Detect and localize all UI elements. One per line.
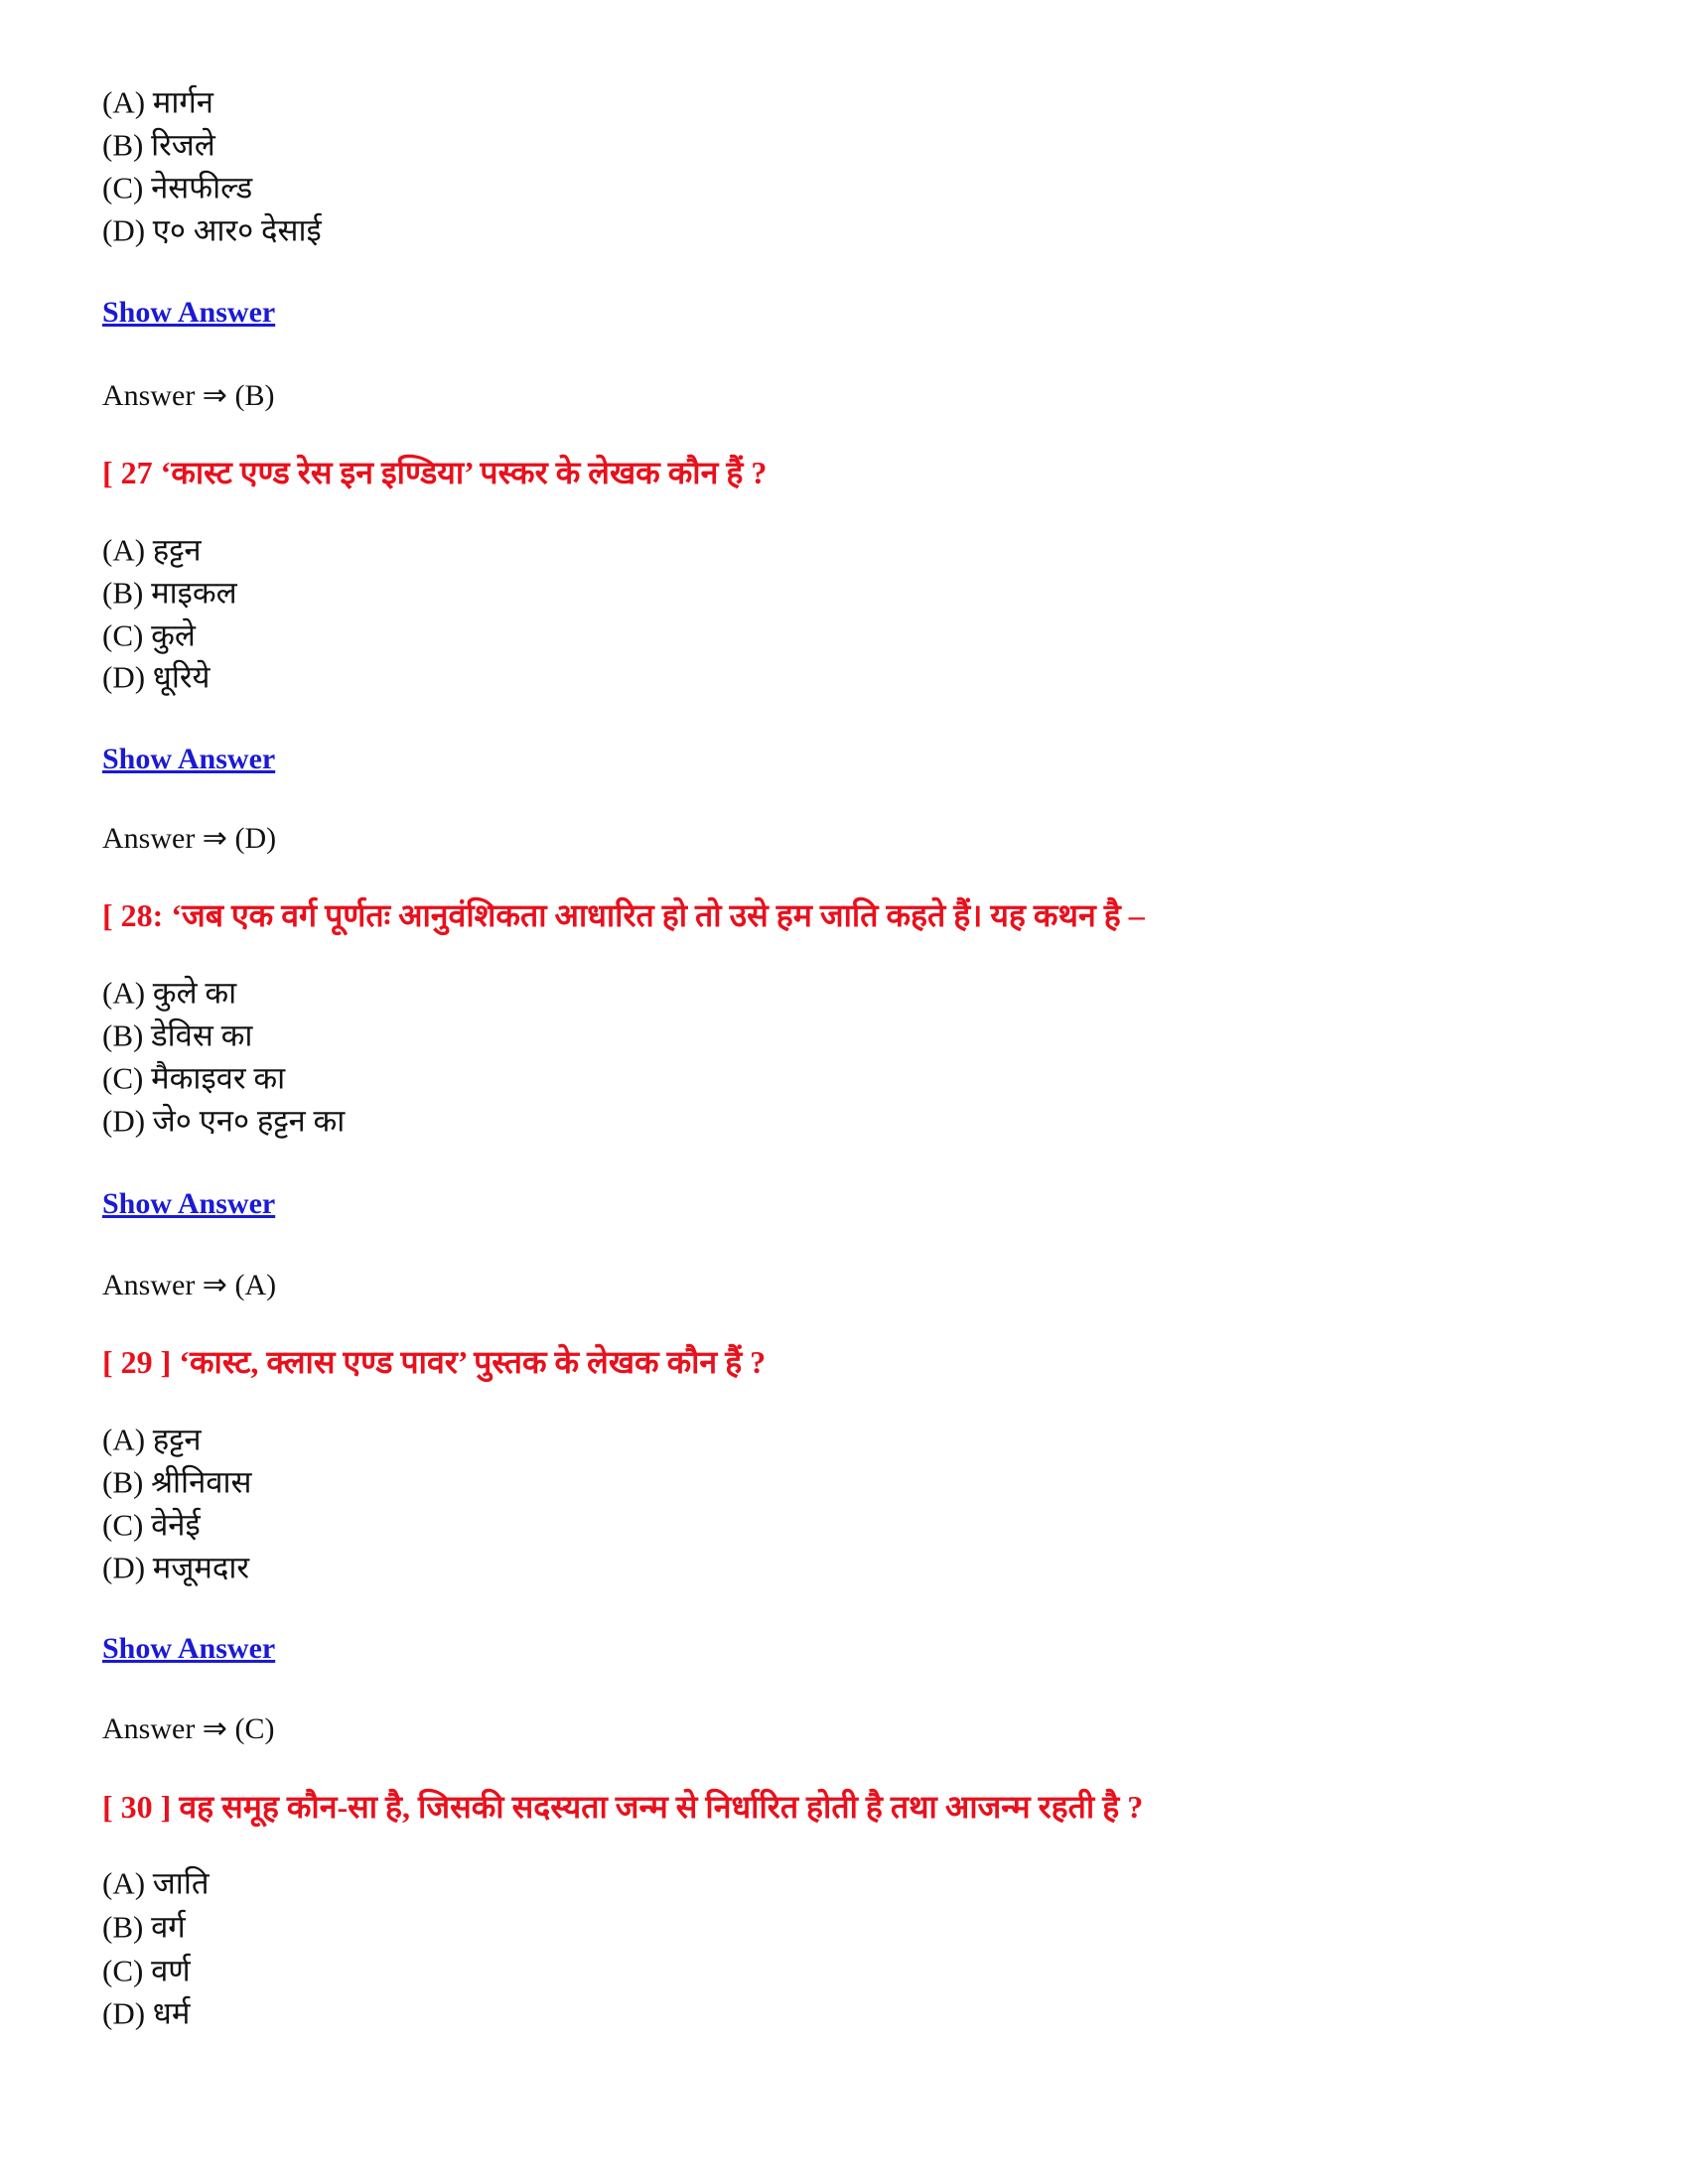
option-c: (C) वेनेई xyxy=(102,1507,201,1543)
option-d: (D) ए० आर० देसाई xyxy=(102,212,322,248)
option-b: (B) रिजले xyxy=(102,127,215,163)
question-text: [ 28: ‘जब एक वर्ग पूर्णतः आनुवंशिकता आधारित हो तो उसे हम जाति कहते हैं। यह कथन है – xyxy=(102,897,1145,933)
option-d: (D) मजूमदार xyxy=(102,1550,250,1585)
option-b: (B) वर्ग xyxy=(102,1909,186,1945)
question-text: [ 30 ] वह समूह कौन-सा है, जिसकी सदस्यता जन्म से निर्धारित होती है तथा आजन्म रहती है ? xyxy=(102,1789,1144,1825)
option-d: (D) धर्म xyxy=(102,1995,191,2031)
option-b: (B) डेविस का xyxy=(102,1018,253,1053)
answer-text: Answer ⇒ (A) xyxy=(102,1269,277,1301)
option-b: (B) माइकल xyxy=(102,575,237,611)
option-c: (C) कुले xyxy=(102,617,196,653)
option-a: (A) कुले का xyxy=(102,975,237,1011)
question-text: [ 27 ‘कास्ट एण्ड रेस इन इण्डिया’ पस्कर के लेखक कौन हैं ? xyxy=(102,455,768,490)
option-c: (C) नेसफील्ड xyxy=(102,170,253,205)
show-answer-link[interactable]: Show Answer xyxy=(102,1632,276,1665)
show-answer-link[interactable]: Show Answer xyxy=(102,743,276,775)
show-answer-link[interactable]: Show Answer xyxy=(102,296,276,329)
show-answer-link[interactable]: Show Answer xyxy=(102,1187,276,1220)
option-a: (A) हट्टन xyxy=(102,532,202,568)
option-c: (C) मैकाइवर का xyxy=(102,1060,286,1096)
answer-text: Answer ⇒ (D) xyxy=(102,822,277,855)
option-b: (B) श्रीनिवास xyxy=(102,1464,252,1500)
option-d: (D) धूरिये xyxy=(102,659,211,695)
option-a: (A) मार्गन xyxy=(102,84,214,120)
question-text: [ 29 ] ‘कास्ट, क्लास एण्ड पावर’ पुस्तक के लेखक कौन हैं ? xyxy=(102,1344,767,1380)
option-d: (D) जे० एन० हट्टन का xyxy=(102,1103,346,1139)
option-a: (A) जाति xyxy=(102,1865,210,1901)
option-a: (A) हट्टन xyxy=(102,1422,202,1457)
option-c: (C) वर्ण xyxy=(102,1953,191,1988)
answer-text: Answer ⇒ (C) xyxy=(102,1712,275,1745)
answer-text: Answer ⇒ (B) xyxy=(102,379,275,412)
